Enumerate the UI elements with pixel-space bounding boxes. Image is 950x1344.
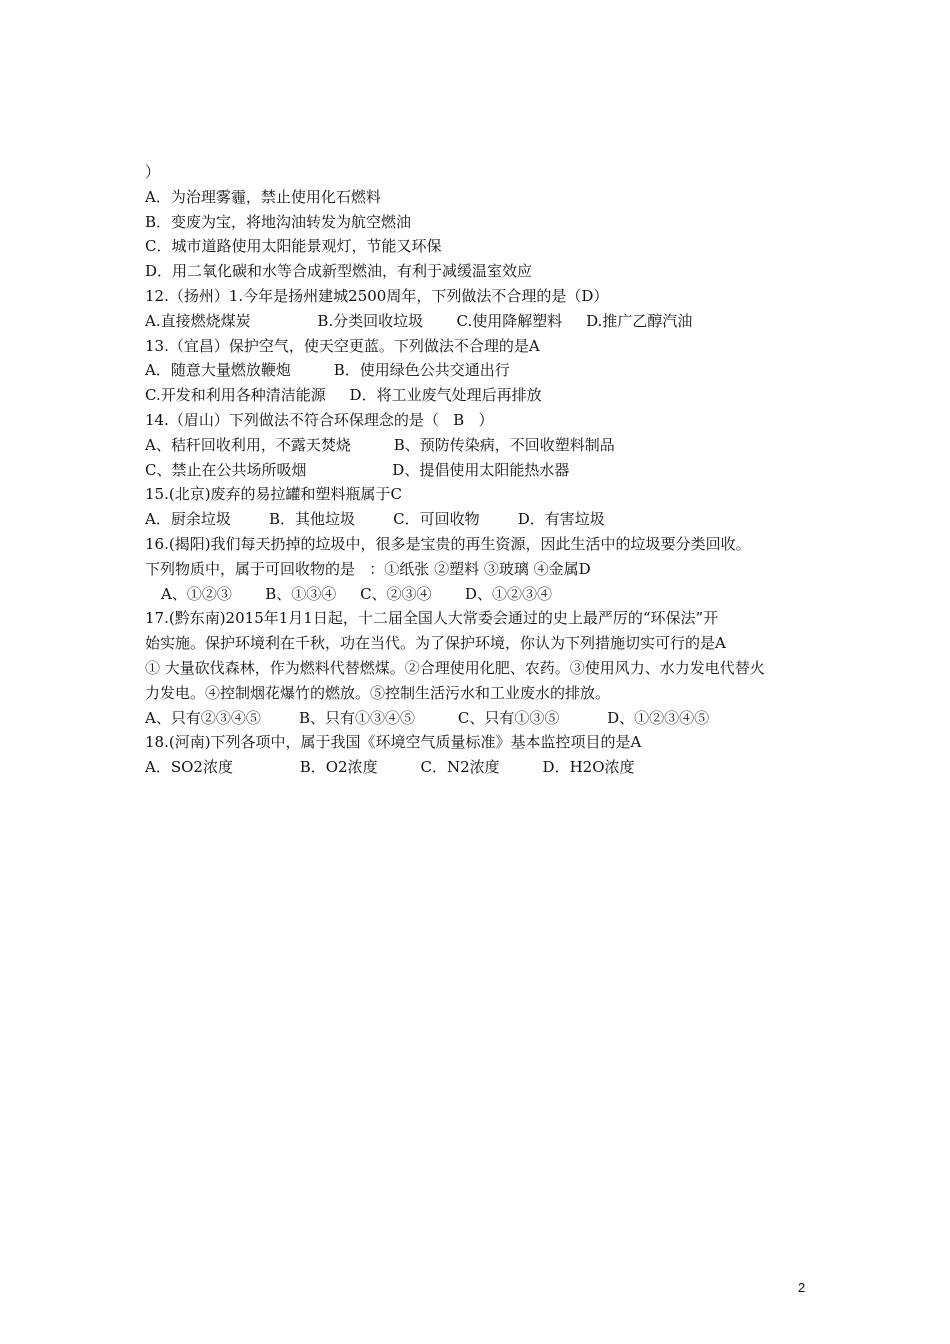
option-line: D．用二氧化碳和水等合成新型燃油，有利于减缓温室效应 [145, 262, 533, 281]
question-17-continued: 始实施。保护环境利在千秋，功在当代。为了保护环境，你认为下列措施切实可行的是A [145, 634, 726, 653]
question-13-options: C.开发和利用各种清洁能源 D．将工业废气处理后再排放 [145, 386, 542, 405]
document-body [145, 160, 825, 780]
question-17-items: 力发电。④控制烟花爆竹的燃放。⑤控制生活污水和工业废水的排放。 [145, 683, 611, 702]
question-15-options: A．厨余垃圾 B．其他垃圾 C．可回收物 D．有害垃圾 [145, 510, 605, 529]
question-17: 17.(黔东南)2015年1月1日起，十二届全国人大常委会通过的史上最严厉的“环保法”开 [145, 609, 719, 628]
option-line: C．城市道路使用太阳能景观灯，节能又环保 [145, 237, 442, 256]
question-17-options: A、只有②③④⑤ B、只有①③④⑤ C、只有①③⑤ D、①②③④⑤ [145, 708, 710, 727]
question-13-options: A．随意大量燃放鞭炮 B．使用绿色公共交通出行 [145, 361, 510, 380]
page-number: 2 [798, 1280, 806, 1295]
text-line: ） [145, 163, 161, 181]
question-16-options: A、①②③ B、①③④ C、②③④ D、①②③④ [161, 584, 552, 603]
option-line: A．为治理雾霾，禁止使用化石燃料 [145, 187, 381, 206]
question-18: 18.(河南)下列各项中，属于我国《环境空气质量标准》基本监控项目的是A [145, 733, 642, 752]
question-16-continued: 下列物质中，属于可回收物的是 ：①纸张 ②塑料 ③玻璃 ④金属D [145, 559, 591, 578]
option-line: B．变废为宝，将地沟油转发为航空燃油 [145, 212, 412, 231]
question-17-items: ① 大量砍伐森林，作为燃料代替燃煤。②合理使用化肥、农药。③使用风力、水力发电代替火 [145, 658, 765, 677]
question-18-options: A．SO2浓度 B．O2浓度 C．N2浓度 D．H2O浓度 [145, 758, 635, 777]
question-16: 16.(揭阳)我们每天扔掉的垃圾中，很多是宝贵的再生资源，因此生活中的垃圾要分类回收。 [145, 534, 751, 553]
question-12: 12.（扬州）1.今年是扬州建城2500周年，下列做法不合理的是（D） [145, 286, 609, 305]
question-15: 15.(北京)废弃的易拉罐和塑料瓶属于C [145, 485, 403, 504]
question-12-options: A.直接燃烧煤炭 B.分类回收垃圾 C.使用降解塑料 D.推广乙醇汽油 [145, 311, 693, 330]
question-14-options: C、禁止在公共场所吸烟 D、提倡使用太阳能热水器 [145, 460, 570, 479]
question-13: 13.（宜昌）保护空气，使天空更蓝。下列做法不合理的是A [145, 336, 540, 355]
question-14: 14.（眉山）下列做法不符合环保理念的是（ B ） [145, 410, 494, 429]
question-14-options: A、秸秆回收利用，不露天焚烧 B、预防传染病，不回收塑料制品 [145, 435, 615, 454]
